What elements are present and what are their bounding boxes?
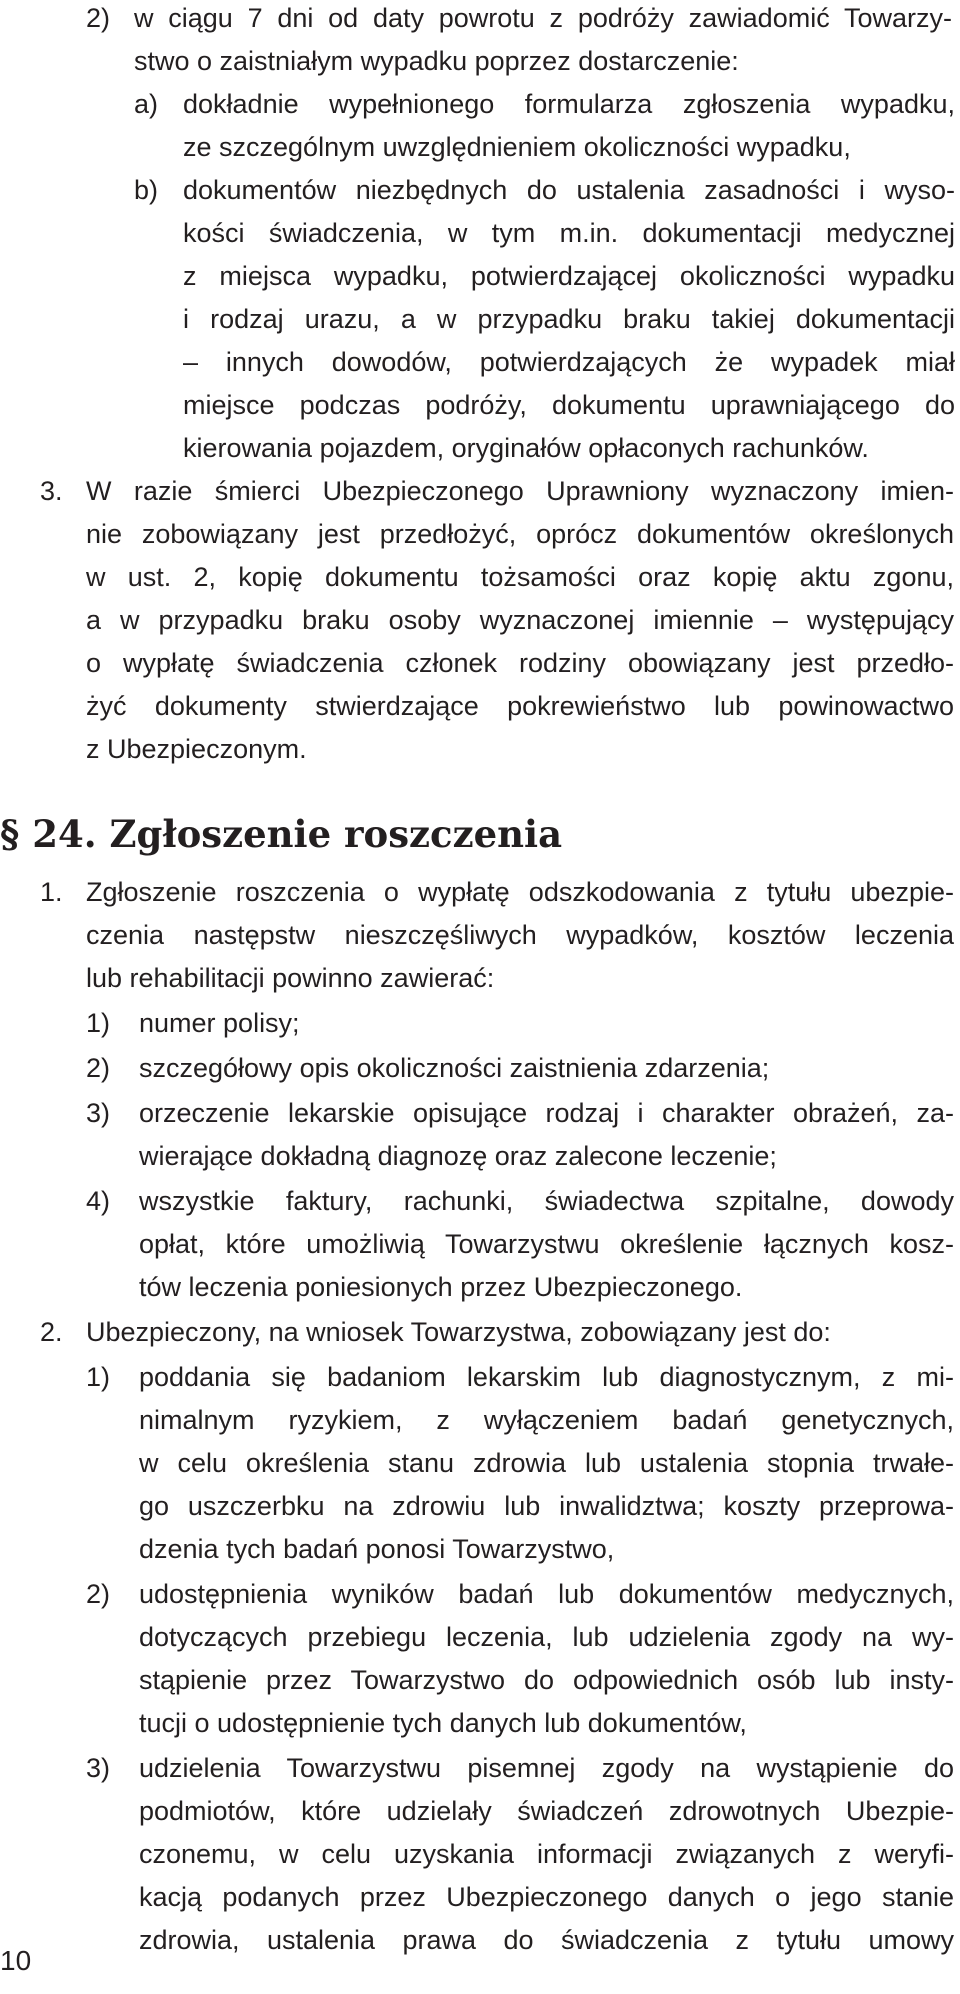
paragraph-1-line-3: lub rehabilitacji powinno zawierać: — [86, 963, 495, 993]
p2-item-2-line-2: dotyczących przebiegu leczenia, lub udzielenia zgody na wy- — [139, 1622, 954, 1652]
p2-item-1-line-5: dzenia tych badań ponosi Towarzystwo, — [139, 1534, 615, 1564]
p1-item-1-line-1: numer polisy; — [139, 1008, 300, 1038]
paragraph-3-line-3: w ust. 2, kopię dokumentu tożsamości oraz kopię aktu zgonu, — [86, 562, 954, 592]
p2-item-3-line-2: podmiotów, które udzielały świadczeń zdrowotnych Ubezpie- — [139, 1796, 954, 1826]
p2-item-1-line-4: go uszczerbku na zdrowiu lub inwalidztwa; koszty przeprowa- — [139, 1491, 954, 1521]
p1-item-3-line-2: wierające dokładną diagnozę oraz zalecone leczenie; — [139, 1141, 777, 1171]
p1-item-4-line-3: tów leczenia poniesionych przez Ubezpieczonego. — [139, 1272, 743, 1302]
p1-item-2-line-1: szczegółowy opis okoliczności zaistnienia zdarzenia; — [139, 1053, 770, 1083]
p2-item-1-line-1: poddania się badaniom lekarskim lub diagnostycznym, z mi- — [139, 1362, 954, 1392]
item-2b-number: b) — [134, 175, 159, 205]
item-2b-line-4: i rodzaj urazu, a w przypadku braku takiej dokumentacji — [183, 304, 955, 334]
paragraph-2-number: 2. — [40, 1317, 63, 1347]
p2-item-3-line-1: udzielenia Towarzystwu pisemnej zgody na wystąpienie do — [139, 1753, 954, 1783]
p1-item-4-line-2: opłat, które umożliwią Towarzystwu określenie łącznych kosz- — [139, 1229, 954, 1259]
p1-item-1-number: 1) — [86, 1008, 111, 1038]
p1-item-2-number: 2) — [86, 1053, 111, 1083]
p2-item-3-number: 3) — [86, 1753, 111, 1783]
p2-item-2-line-1: udostępnienia wyników badań lub dokumentów medycznych, — [139, 1579, 954, 1609]
paragraph-3-line-2: nie zobowiązany jest przedłożyć, oprócz dokumentów określonych — [86, 519, 954, 549]
p1-item-4-line-1: wszystkie faktury, rachunki, świadectwa szpitalne, dowody — [139, 1186, 954, 1216]
p2-item-2-line-3: stąpienie przez Towarzystwo do odpowiednich osób lub insty- — [139, 1665, 954, 1695]
p1-item-3-line-1: orzeczenie lekarskie opisujące rodzaj i charakter obrażeń, za- — [139, 1098, 954, 1128]
paragraph-2-line-1: Ubezpieczony, na wniosek Towarzystwa, zobowiązany jest do: — [86, 1317, 831, 1347]
paragraph-3-line-6: żyć dokumenty stwierdzające pokrewieństwo lub powinowactwo — [86, 691, 954, 721]
item-2-line-1: w ciągu 7 dni od daty powrotu z podróży zawiadomić Towarzy- — [134, 3, 952, 33]
paragraph-3-number: 3. — [40, 476, 63, 506]
item-2b-line-5: – innych dowodów, potwierdzających że wypadek miał — [183, 347, 955, 377]
p2-item-3-line-4: kacją podanych przez Ubezpieczonego danych o jego stanie — [139, 1882, 954, 1912]
p2-item-1-line-2: nimalnym ryzykiem, z wyłączeniem badań genetycznych, — [139, 1405, 954, 1435]
paragraph-1-line-2: czenia następstw nieszczęśliwych wypadków, kosztów leczenia — [86, 920, 954, 950]
item-2-number: 2) — [86, 3, 111, 33]
item-2b-line-6: miejsce podczas podróży, dokumentu uprawniającego do — [183, 390, 955, 420]
paragraph-3-line-4: a w przypadku braku osoby wyznaczonej imiennie – występujący — [86, 605, 954, 635]
item-2a-number: a) — [134, 89, 159, 119]
paragraph-3-line-5: o wypłatę świadczenia członek rodziny obowiązany jest przedło- — [86, 648, 954, 678]
paragraph-1-number: 1. — [40, 877, 63, 907]
paragraph-3-line-7: z Ubezpieczonym. — [86, 734, 307, 764]
p2-item-3-line-3: czonemu, w celu uzyskania informacji związanych z weryfi- — [139, 1839, 954, 1869]
item-2-line-2: stwo o zaistniałym wypadku poprzez dostarczenie: — [134, 46, 739, 76]
item-2b-line-7: kierowania pojazdem, oryginałów opłaconych rachunków. — [183, 433, 869, 463]
p2-item-2-line-4: tucji o udostępnienie tych danych lub dokumentów, — [139, 1708, 747, 1738]
item-2a-line-2: ze szczególnym uwzględnieniem okoliczności wypadku, — [183, 132, 851, 162]
p2-item-3-line-5: zdrowia, ustalenia prawa do świadczenia z tytułu umowy — [139, 1925, 954, 1955]
item-2a-line-1: dokładnie wypełnionego formularza zgłoszenia wypadku, — [183, 89, 955, 119]
p2-item-1-number: 1) — [86, 1362, 111, 1392]
section-heading: § 24. Zgłoszenie roszczenia — [0, 812, 563, 856]
paragraph-3-line-1: W razie śmierci Ubezpieczonego Uprawniony wyznaczony imien- — [86, 476, 954, 506]
item-2b-line-1: dokumentów niezbędnych do ustalenia zasadności i wyso- — [183, 175, 955, 205]
paragraph-1-line-1: Zgłoszenie roszczenia o wypłatę odszkodowania z tytułu ubezpie- — [86, 877, 954, 907]
item-2b-line-3: z miejsca wypadku, potwierdzającej okoliczności wypadku — [183, 261, 955, 291]
page-number: 10 — [0, 1945, 32, 1976]
p2-item-2-number: 2) — [86, 1579, 111, 1609]
item-2b-line-2: kości świadczenia, w tym m.in. dokumentacji medycznej — [183, 218, 955, 248]
p1-item-3-number: 3) — [86, 1098, 111, 1128]
p2-item-1-line-3: w celu określenia stanu zdrowia lub ustalenia stopnia trwałe- — [139, 1448, 954, 1478]
p1-item-4-number: 4) — [86, 1186, 111, 1216]
